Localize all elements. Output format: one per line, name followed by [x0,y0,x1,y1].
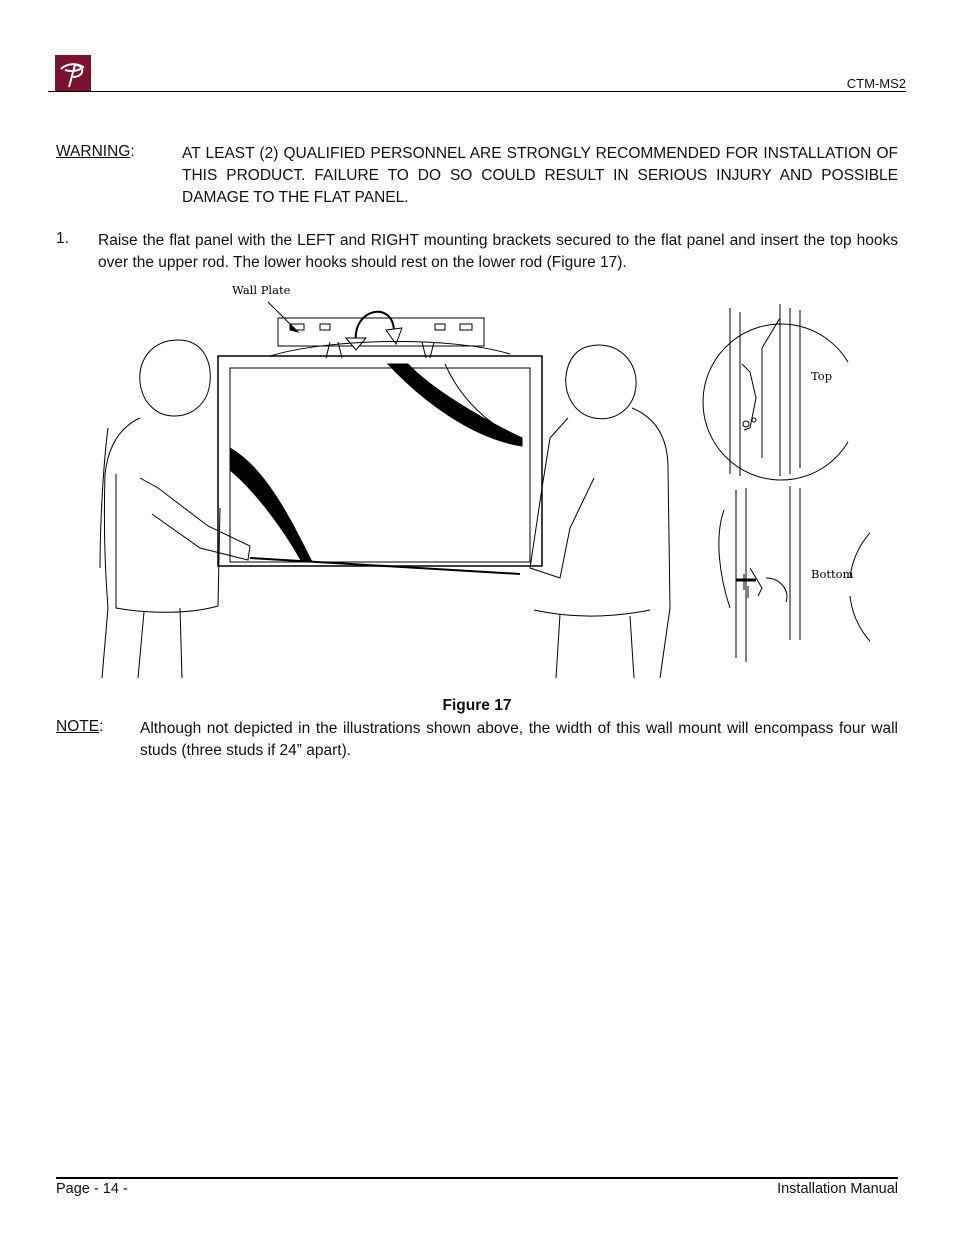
top-detail-circle [703,304,848,480]
warning-text: AT LEAST (2) QUALIFIED PERSONNEL ARE STRONGLY RECOMMENDED FOR INSTALLATION OF THIS PRODUCT. FAILURE TO DO SO COULD RESULT IN SERIOUS INJURY AND POSSIBLE DAMAGE TO THE FLAT PANEL. [182,145,898,206]
footer-divider [56,1177,898,1179]
left-person [100,340,250,678]
header-divider [48,91,906,92]
bottom-detail-label: Bottom [811,567,854,581]
step-number: 1. [56,230,69,247]
step-text: Raise the flat panel with the LEFT and RIGHT mounting brackets secured to the flat panel and insert the top hooks over the upper rod. The lower hooks should rest on the lower rod (Figure 17). [98,232,898,271]
figure-caption: Figure 17 [442,697,512,714]
figure-17-illustration [90,278,870,683]
note-text: Although not depicted in the illustrations shown above, the width of this wall mount will encompass four wall studs (three studs if 24” apart). [140,720,898,759]
top-detail-label: Top [811,369,833,383]
note-label: NOTE: [56,718,104,735]
manual-title: Installation Manual [777,1181,898,1197]
right-person [530,345,670,678]
wall-plate-label: Wall Plate [232,283,291,297]
warning-label: WARNING: [56,143,135,160]
document-id: CTM-MS2 [846,76,906,91]
page-number: Page - 14 - [56,1181,128,1197]
company-logo [55,55,91,91]
